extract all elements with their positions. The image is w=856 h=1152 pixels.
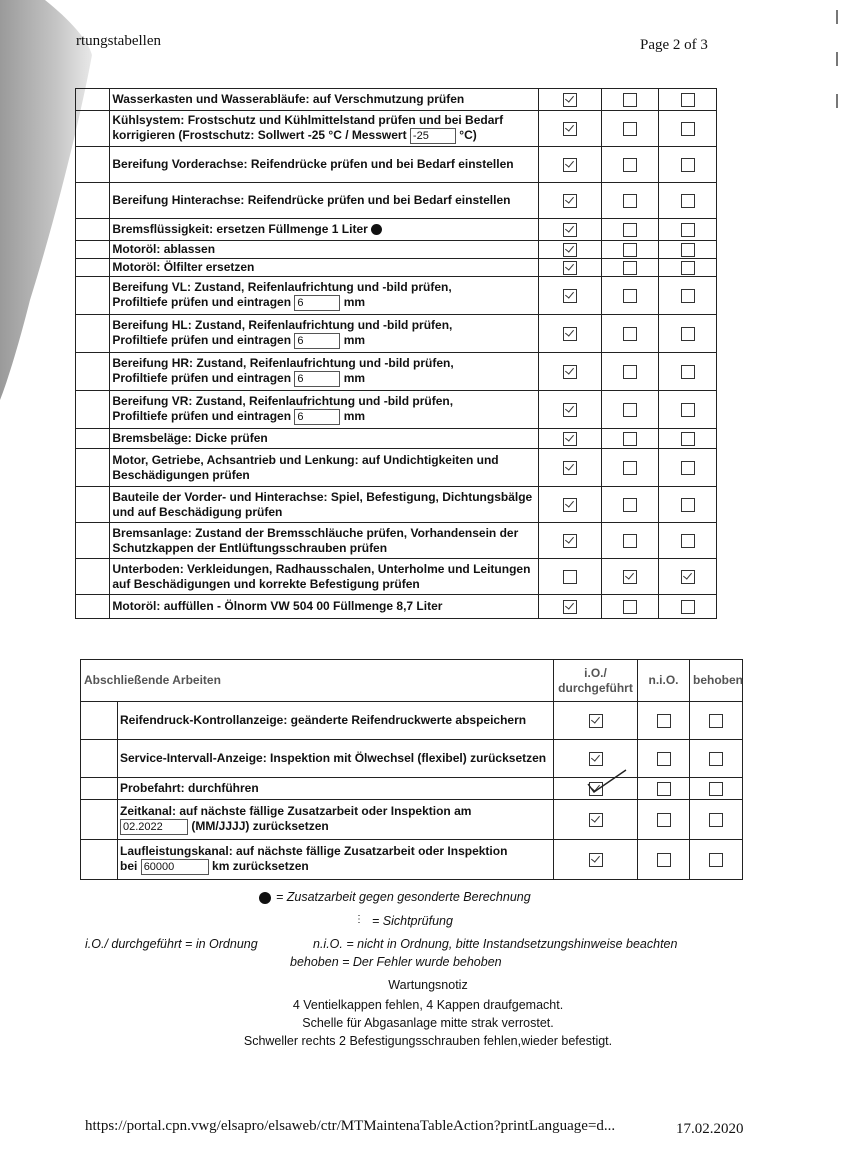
row-text: Kühlsystem: Frostschutz und Kühlmittelstand prüfen und bei Bedarf korrigieren (Frostschutz: Sollwert -25 °C / Messwert (112, 113, 504, 143)
col-io-header (554, 660, 638, 702)
nio-cell (638, 800, 690, 840)
row-marker-cell (76, 89, 110, 111)
behoben-checkbox[interactable] (681, 498, 695, 512)
nio-checkbox[interactable] (623, 403, 637, 417)
row-marker-cell (76, 353, 110, 391)
row-text: Motoröl: auffüllen - Ölnorm VW 504 00 Füllmenge 8,7 Liter (112, 599, 443, 613)
nio-checkbox[interactable] (623, 365, 637, 379)
io-cell (554, 778, 638, 800)
row-description (110, 111, 539, 147)
row-text: Zeitkanal: auf nächste fällige Zusatzarbeit oder Inspektion am (120, 804, 472, 818)
row-text: Bremsbeläge: Dicke prüfen (112, 431, 268, 445)
behoben-cell (659, 429, 717, 449)
row-unit: mm (343, 409, 366, 424)
behoben-cell (659, 559, 717, 595)
behoben-cell (690, 800, 743, 840)
measured-value-field[interactable]: 6 (294, 409, 340, 425)
row-text: Bereifung HL: Zustand, Reifenlaufrichtung und -bild prüfen, (112, 318, 453, 332)
nio-cell (601, 523, 659, 559)
behoben-cell (659, 315, 717, 353)
io-cell (539, 147, 602, 183)
io-checkbox[interactable] (589, 714, 603, 728)
col-behoben-header: behoben (690, 660, 743, 702)
page-edge-marks (836, 10, 838, 136)
table-row (76, 89, 717, 111)
sichtpruefung-icon: ⋮ (354, 914, 364, 925)
row-text-line2: Profiltiefe prüfen und eintragen (112, 295, 292, 310)
nio-cell (638, 740, 690, 778)
row-description (110, 241, 539, 259)
nio-cell (601, 487, 659, 523)
io-checkbox[interactable] (589, 853, 603, 867)
table-row (76, 315, 717, 353)
io-checkbox[interactable] (563, 327, 577, 341)
io-checkbox[interactable] (563, 289, 577, 303)
nio-cell (601, 147, 659, 183)
row-text: Bauteile der Vorder- und Hinterachse: Spiel, Befestigung, Dichtungsbälge und auf Beschädigung prüfen (112, 489, 533, 519)
nio-checkbox[interactable] (623, 534, 637, 548)
io-checkbox[interactable] (563, 403, 577, 417)
row-marker-cell (81, 840, 118, 880)
row-description (110, 595, 539, 619)
behoben-cell (659, 259, 717, 277)
row-description (110, 487, 539, 523)
io-checkbox[interactable] (563, 122, 577, 136)
behoben-cell (690, 740, 743, 778)
behoben-checkbox[interactable] (681, 243, 695, 257)
row-marker-cell (81, 740, 118, 778)
io-checkbox[interactable] (563, 223, 577, 237)
nio-cell (601, 429, 659, 449)
io-cell (539, 595, 602, 619)
nio-cell (601, 277, 659, 315)
page-number: Page 2 of 3 (640, 37, 708, 53)
maintenance-table (75, 88, 717, 619)
nio-cell (601, 595, 659, 619)
final-work-table (80, 659, 743, 880)
note-line: 4 Ventielkappen fehlen, 4 Kappen draufgemacht. (292, 998, 564, 1012)
io-checkbox[interactable] (563, 158, 577, 172)
nio-checkbox[interactable] (623, 93, 637, 107)
measured-value-field[interactable]: -25 (410, 128, 456, 144)
row-description (110, 259, 539, 277)
measured-value-field[interactable]: 02.2022 (120, 819, 188, 835)
behoben-checkbox[interactable] (681, 93, 695, 107)
row-text: Bereifung VR: Zustand, Reifenlaufrichtung und -bild prüfen, (112, 394, 454, 408)
row-marker-cell (76, 277, 110, 315)
io-cell (554, 800, 638, 840)
behoben-checkbox[interactable] (681, 432, 695, 446)
col-nio-header: n.i.O. (638, 660, 690, 702)
io-checkbox[interactable] (563, 243, 577, 257)
row-marker-cell (76, 241, 110, 259)
note-line: Schweller rechts 2 Befestigungsschrauben fehlen,wieder befestigt. (243, 1034, 613, 1048)
io-cell (539, 111, 602, 147)
io-cell (554, 702, 638, 740)
nio-checkbox[interactable] (623, 461, 637, 475)
row-text: Bremsanlage: Zustand der Bremsschläuche prüfen, Vorhandensein der Schutzkappen der Entlüftungsschrauben prüfen (112, 525, 519, 555)
behoben-checkbox[interactable] (709, 752, 723, 766)
nio-cell (601, 241, 659, 259)
row-text: Bereifung HR: Zustand, Reifenlaufrichtung und -bild prüfen, (112, 356, 454, 370)
io-cell (539, 429, 602, 449)
nio-checkbox[interactable] (657, 714, 671, 728)
behoben-cell (659, 523, 717, 559)
io-cell (554, 840, 638, 880)
row-text: Bereifung Hinterachse: Reifendrücke prüfen und bei Bedarf einstellen (112, 193, 511, 207)
io-cell (539, 523, 602, 559)
io-checkbox[interactable] (563, 365, 577, 379)
behoben-cell (690, 840, 743, 880)
legend-behoben-text: behoben = Der Fehler wurde behoben (290, 955, 502, 969)
table-row (81, 800, 743, 840)
row-description (118, 778, 554, 800)
io-checkbox[interactable] (563, 600, 577, 614)
row-text: Motoröl: ablassen (112, 242, 216, 256)
row-marker-cell (76, 147, 110, 183)
row-text: Motoröl: Ölfilter ersetzen (112, 260, 255, 274)
nio-checkbox[interactable] (657, 853, 671, 867)
row-marker-cell (76, 219, 110, 241)
row-description (110, 219, 539, 241)
behoben-checkbox[interactable] (681, 223, 695, 237)
behoben-checkbox[interactable] (681, 261, 695, 275)
row-description (110, 429, 539, 449)
io-cell (539, 353, 602, 391)
behoben-cell (659, 89, 717, 111)
measured-value-field[interactable]: 6 (294, 295, 340, 311)
row-marker-cell (81, 778, 118, 800)
row-marker-cell (76, 487, 110, 523)
table-row (76, 487, 717, 523)
table-row (76, 147, 717, 183)
nio-checkbox[interactable] (623, 194, 637, 208)
table-row (76, 183, 717, 219)
behoben-cell (659, 487, 717, 523)
behoben-cell (659, 595, 717, 619)
row-description (110, 315, 539, 353)
legend-zusatz-text: = Zusatzarbeit gegen gesonderte Berechnung (276, 890, 531, 904)
table-row (81, 840, 743, 880)
table-row (76, 391, 717, 429)
io-cell (539, 277, 602, 315)
behoben-checkbox[interactable] (709, 853, 723, 867)
measured-value-field[interactable]: 6 (294, 371, 340, 387)
io-cell (539, 241, 602, 259)
row-marker-cell (76, 595, 110, 619)
io-checkbox[interactable] (563, 534, 577, 548)
handwritten-check-icon (582, 766, 642, 796)
io-checkbox[interactable] (563, 461, 577, 475)
behoben-checkbox[interactable] (709, 714, 723, 728)
nio-cell (601, 259, 659, 277)
row-text-line2: Profiltiefe prüfen und eintragen (112, 409, 292, 424)
row-text-line2: Profiltiefe prüfen und eintragen (112, 371, 292, 386)
row-description (110, 89, 539, 111)
table-row (76, 559, 717, 595)
header-title-fragment: rtungstabellen (76, 33, 161, 49)
row-description (118, 740, 554, 778)
row-unit: km zurücksetzen (212, 859, 309, 874)
footer-date: 17.02.2020 (676, 1121, 744, 1137)
row-marker-cell (81, 800, 118, 840)
row-marker-cell (76, 111, 110, 147)
behoben-cell (659, 147, 717, 183)
nio-checkbox[interactable] (623, 498, 637, 512)
row-marker-cell (76, 391, 110, 429)
behoben-cell (659, 111, 717, 147)
nio-cell (601, 559, 659, 595)
row-text: Probefahrt: durchführen (120, 781, 259, 795)
nio-cell (601, 183, 659, 219)
io-checkbox[interactable] (563, 194, 577, 208)
row-description (110, 523, 539, 559)
io-checkbox[interactable] (563, 432, 577, 446)
nio-cell (601, 219, 659, 241)
legend-nio-text: n.i.O. = nicht in Ordnung, bitte Instandsetzungshinweise beachten (313, 937, 678, 951)
nio-checkbox[interactable] (657, 782, 671, 796)
row-prefix: bei (120, 859, 138, 874)
row-description (110, 559, 539, 595)
io-cell (539, 449, 602, 487)
row-text: Bereifung Vorderachse: Reifendrücke prüfen und bei Bedarf einstellen (112, 157, 514, 171)
nio-cell (601, 89, 659, 111)
row-description (110, 449, 539, 487)
legend-sicht-text: = Sichtprüfung (372, 914, 453, 928)
behoben-checkbox[interactable] (681, 289, 695, 303)
table-row (76, 523, 717, 559)
nio-checkbox[interactable] (623, 122, 637, 136)
row-description (110, 391, 539, 429)
behoben-cell (659, 277, 717, 315)
io-cell (539, 259, 602, 277)
nio-checkbox[interactable] (623, 289, 637, 303)
row-marker-cell (76, 259, 110, 277)
io-checkbox[interactable] (563, 498, 577, 512)
table-row (76, 277, 717, 315)
nio-cell (638, 702, 690, 740)
nio-cell (601, 449, 659, 487)
io-cell (539, 183, 602, 219)
zusatzarbeit-dot-icon (371, 224, 382, 235)
table-row (76, 449, 717, 487)
row-marker-cell (76, 315, 110, 353)
table-row (76, 429, 717, 449)
nio-cell (601, 353, 659, 391)
nio-checkbox[interactable] (623, 223, 637, 237)
behoben-checkbox[interactable] (681, 194, 695, 208)
legend-io-text: i.O./ durchgeführt = in Ordnung (85, 937, 258, 951)
io-cell (539, 391, 602, 429)
row-text: Reifendruck-Kontrollanzeige: geänderte Reifendruckwerte abspeichern (120, 713, 527, 727)
nio-checkbox[interactable] (623, 327, 637, 341)
row-unit: mm (343, 371, 366, 386)
behoben-checkbox[interactable] (709, 813, 723, 827)
row-text: Bremsflüssigkeit: ersetzen Füllmenge 1 Liter (112, 222, 368, 236)
behoben-checkbox[interactable] (681, 461, 695, 475)
behoben-cell (659, 241, 717, 259)
zusatz-dot-icon (259, 892, 271, 904)
behoben-checkbox[interactable] (681, 403, 695, 417)
row-text: Motor, Getriebe, Achsantrieb und Lenkung: auf Undichtigkeiten und Beschädigungen prüfen (112, 452, 499, 482)
behoben-cell (659, 449, 717, 487)
row-description (110, 147, 539, 183)
nio-checkbox[interactable] (623, 600, 637, 614)
table-row (76, 241, 717, 259)
behoben-checkbox[interactable] (709, 782, 723, 796)
table-row (81, 778, 743, 800)
table-row (76, 111, 717, 147)
table-row (81, 740, 743, 778)
row-text-line2: Profiltiefe prüfen und eintragen (112, 333, 292, 348)
nio-checkbox[interactable] (657, 752, 671, 766)
row-text: Bereifung VL: Zustand, Reifenlaufrichtung und -bild prüfen, (112, 280, 452, 294)
note-line: Schelle für Abgasanlage mitte strak verrostet. (302, 1016, 554, 1030)
io-cell (539, 559, 602, 595)
behoben-checkbox[interactable] (681, 600, 695, 614)
table-row (76, 353, 717, 391)
io-checkbox[interactable] (589, 813, 603, 827)
behoben-cell (659, 353, 717, 391)
nio-cell (638, 840, 690, 880)
row-text: Service-Intervall-Anzeige: Inspektion mit Ölwechsel (flexibel) zurücksetzen (120, 751, 547, 765)
nio-checkbox[interactable] (657, 813, 671, 827)
row-description (110, 277, 539, 315)
table-row (81, 702, 743, 740)
behoben-cell (690, 778, 743, 800)
nio-cell (601, 391, 659, 429)
row-description (118, 840, 554, 880)
behoben-checkbox[interactable] (681, 365, 695, 379)
footer-url: https://portal.cpn.vwg/elsapro/elsaweb/ctr/MTMaintenaTableAction?printLanguage=d... (85, 1118, 616, 1134)
row-marker-cell (76, 449, 110, 487)
nio-checkbox[interactable] (623, 158, 637, 172)
io-checkbox[interactable] (589, 752, 603, 766)
row-unit: (MM/JJJJ) zurücksetzen (191, 819, 329, 834)
table-row (76, 595, 717, 619)
nio-cell (601, 111, 659, 147)
io-checkbox[interactable] (563, 570, 577, 584)
row-unit: mm (343, 333, 366, 348)
nio-cell (638, 778, 690, 800)
final-section-title: Abschließende Arbeiten (81, 660, 554, 702)
col-io-header-line2: durchgeführt (558, 680, 633, 695)
row-description (110, 353, 539, 391)
row-text: Laufleistungskanal: auf nächste fällige Zusatzarbeit oder Inspektion (120, 844, 508, 858)
row-marker-cell (76, 559, 110, 595)
measured-value-field[interactable]: 60000 (141, 859, 209, 875)
row-marker-cell (76, 429, 110, 449)
behoben-checkbox[interactable] (681, 570, 695, 584)
io-checkbox[interactable] (563, 261, 577, 275)
behoben-checkbox[interactable] (681, 534, 695, 548)
behoben-checkbox[interactable] (681, 158, 695, 172)
row-description (110, 183, 539, 219)
behoben-cell (659, 391, 717, 429)
behoben-checkbox[interactable] (681, 122, 695, 136)
nio-checkbox[interactable] (623, 570, 637, 584)
measured-value-field[interactable]: 6 (294, 333, 340, 349)
nio-checkbox[interactable] (623, 432, 637, 446)
io-cell (539, 315, 602, 353)
io-cell (539, 219, 602, 241)
nio-cell (601, 315, 659, 353)
nio-checkbox[interactable] (623, 243, 637, 257)
table-row (76, 259, 717, 277)
io-cell (539, 89, 602, 111)
row-text: Wasserkasten und Wasserabläufe: auf Verschmutzung prüfen (112, 92, 465, 106)
behoben-cell (659, 183, 717, 219)
notes-title: Wartungsnotiz (388, 978, 468, 992)
row-description (118, 702, 554, 740)
io-checkbox[interactable] (563, 93, 577, 107)
nio-checkbox[interactable] (623, 261, 637, 275)
row-description (118, 800, 554, 840)
row-text: Unterboden: Verkleidungen, Radhausschalen, Unterholme und Leitungen auf Beschädigungen und korrekte Befestigung prüfen (112, 561, 531, 591)
col-io-header-line1: i.O./ (584, 665, 607, 680)
row-unit: mm (343, 295, 366, 310)
table-row (76, 219, 717, 241)
row-marker-cell (76, 523, 110, 559)
row-marker-cell (81, 702, 118, 740)
behoben-cell (659, 219, 717, 241)
behoben-cell (690, 702, 743, 740)
row-unit: °C) (459, 128, 477, 143)
behoben-checkbox[interactable] (681, 327, 695, 341)
row-marker-cell (76, 183, 110, 219)
io-cell (539, 487, 602, 523)
